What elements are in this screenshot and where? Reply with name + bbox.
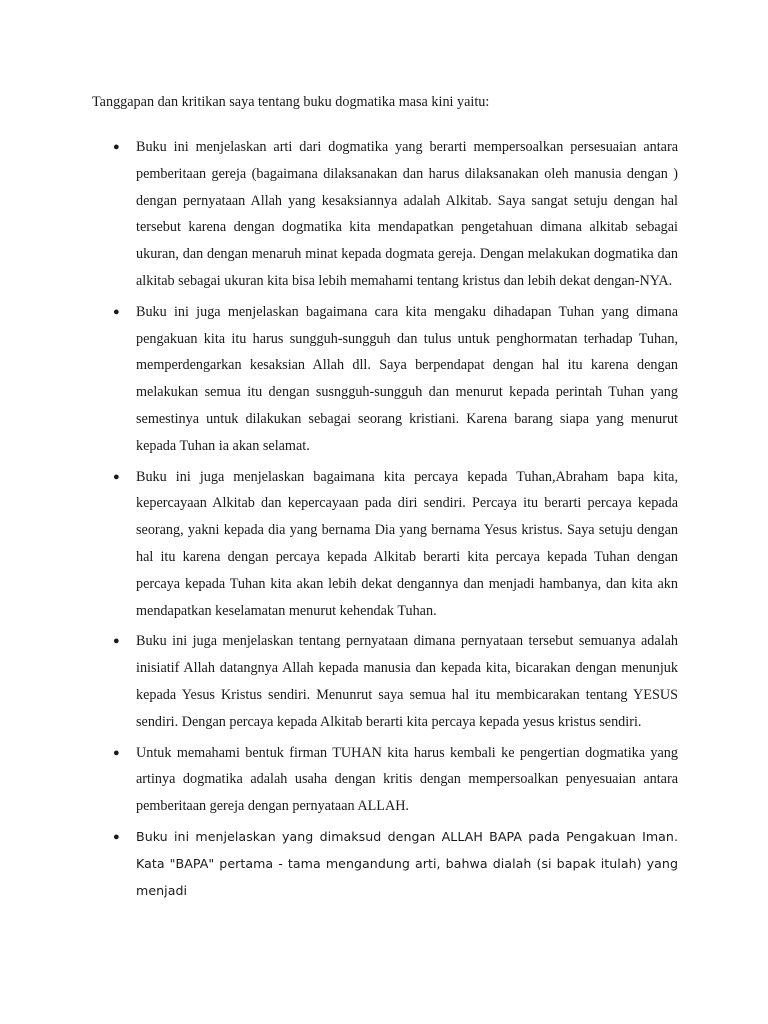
list-item-text: Buku ini menjelaskan arti dari dogmatika yang berarti mempersoalkan persesuaian antara pemberitaan gereja (bagaimana dilaksanakan dan harus dilaksanakan oleh manusia dengan ) dengan pernyataan Allah yang kesaksiannya adalah Alkitab. Saya sangat setuju dengan hal tersebut karena dengan dogmatika kita mendapatkan pengetahuan dimana alkitab sebagai ukuran, dan dengan menaruh minat kepada dogmata gereja. Dengan melakukan dogmatika dan alkitab sebagai ukuran kita bisa lebih memahami tentang kristus dan lebih dekat dengan-NYA.: [136, 139, 678, 289]
list-item: [0, 740, 768, 820]
list-item-text: Buku ini juga menjelaskan bagaimana kita percaya kepada Tuhan,Abraham bapa kita, kepercayaan Alkitab dan kepercayaan pada diri sendiri. Percaya itu berarti percaya kepada seorang, yakni kepada dia yang bernama Dia yang bernama Yesus kristus. Saya setuju dengan hal itu karena dengan percaya kepada Alkitab berarti kita percaya kepada Tuhan dengan percaya kepada Tuhan kita akan lebih dekat dengannya dan menjadi hambanya, dan kita akn mendapatkan keselamatan menurut kehendak Tuhan.: [136, 468, 678, 619]
bullet-icon: ●: [113, 635, 120, 648]
list-item: [0, 464, 768, 625]
bullet-icon: ●: [113, 305, 120, 318]
list-item: [0, 824, 768, 904]
list-item-text: Buku ini menjelaskan yang dimaksud dengan ALLAH BAPA pada Pengakuan Iman. Kata "BAPA" pertama - tama mengandung arti, bahwa dialah (si bapak itulah) yang menjadi: [136, 828, 678, 898]
bullet-icon: ●: [113, 470, 120, 483]
intro-paragraph: Tanggapan dan kritikan saya tentang buku dogmatika masa kini yaitu:: [92, 94, 490, 110]
bullet-icon: ●: [113, 746, 120, 759]
bullet-list: [0, 134, 768, 908]
list-item-text: Untuk memahami bentuk firman TUHAN kita harus kembali ke pengertian dogmatika yang artinya dogmatika adalah usaha dengan kritis dengan mempersoalkan penyesuaian antara pemberitaan gereja dengan pernyataan ALLAH.: [136, 744, 678, 815]
list-item-text: Buku ini juga menjelaskan tentang pernyataan dimana pernyataan tersebut semuanya adalah inisiatif Allah datangnya Allah kepada manusia dan kepada kita, bicarakan dengan menunjuk kepada Yesus Kristus sendiri. Menunrut saya semua hal itu membicarakan tentang YESUS sendiri. Dengan percaya kepada Alkitab berarti kita percaya kepada yesus kristus sendiri.: [136, 633, 678, 730]
list-item-text: Buku ini juga menjelaskan bagaimana cara kita mengaku dihadapan Tuhan yang dimana pengakuan kita itu harus sungguh-sungguh dan tulus untuk penghormatan terhadap Tuhan, memperdengarkan kesaksian Allah dll. Saya berpendapat dengan hal itu karena dengan melakukan semua itu dengan susngguh-sungguh dan menurut kepada perintah Tuhan yang semestinya untuk dilakukan sebagai seorang kristiani. Karena barang siapa yang menurut kepada Tuhan ia akan selamat.: [136, 303, 678, 454]
list-item: [0, 134, 768, 295]
list-item: [0, 299, 768, 460]
bullet-icon: ●: [113, 830, 120, 843]
list-item: [0, 628, 768, 735]
bullet-icon: ●: [113, 141, 120, 153]
